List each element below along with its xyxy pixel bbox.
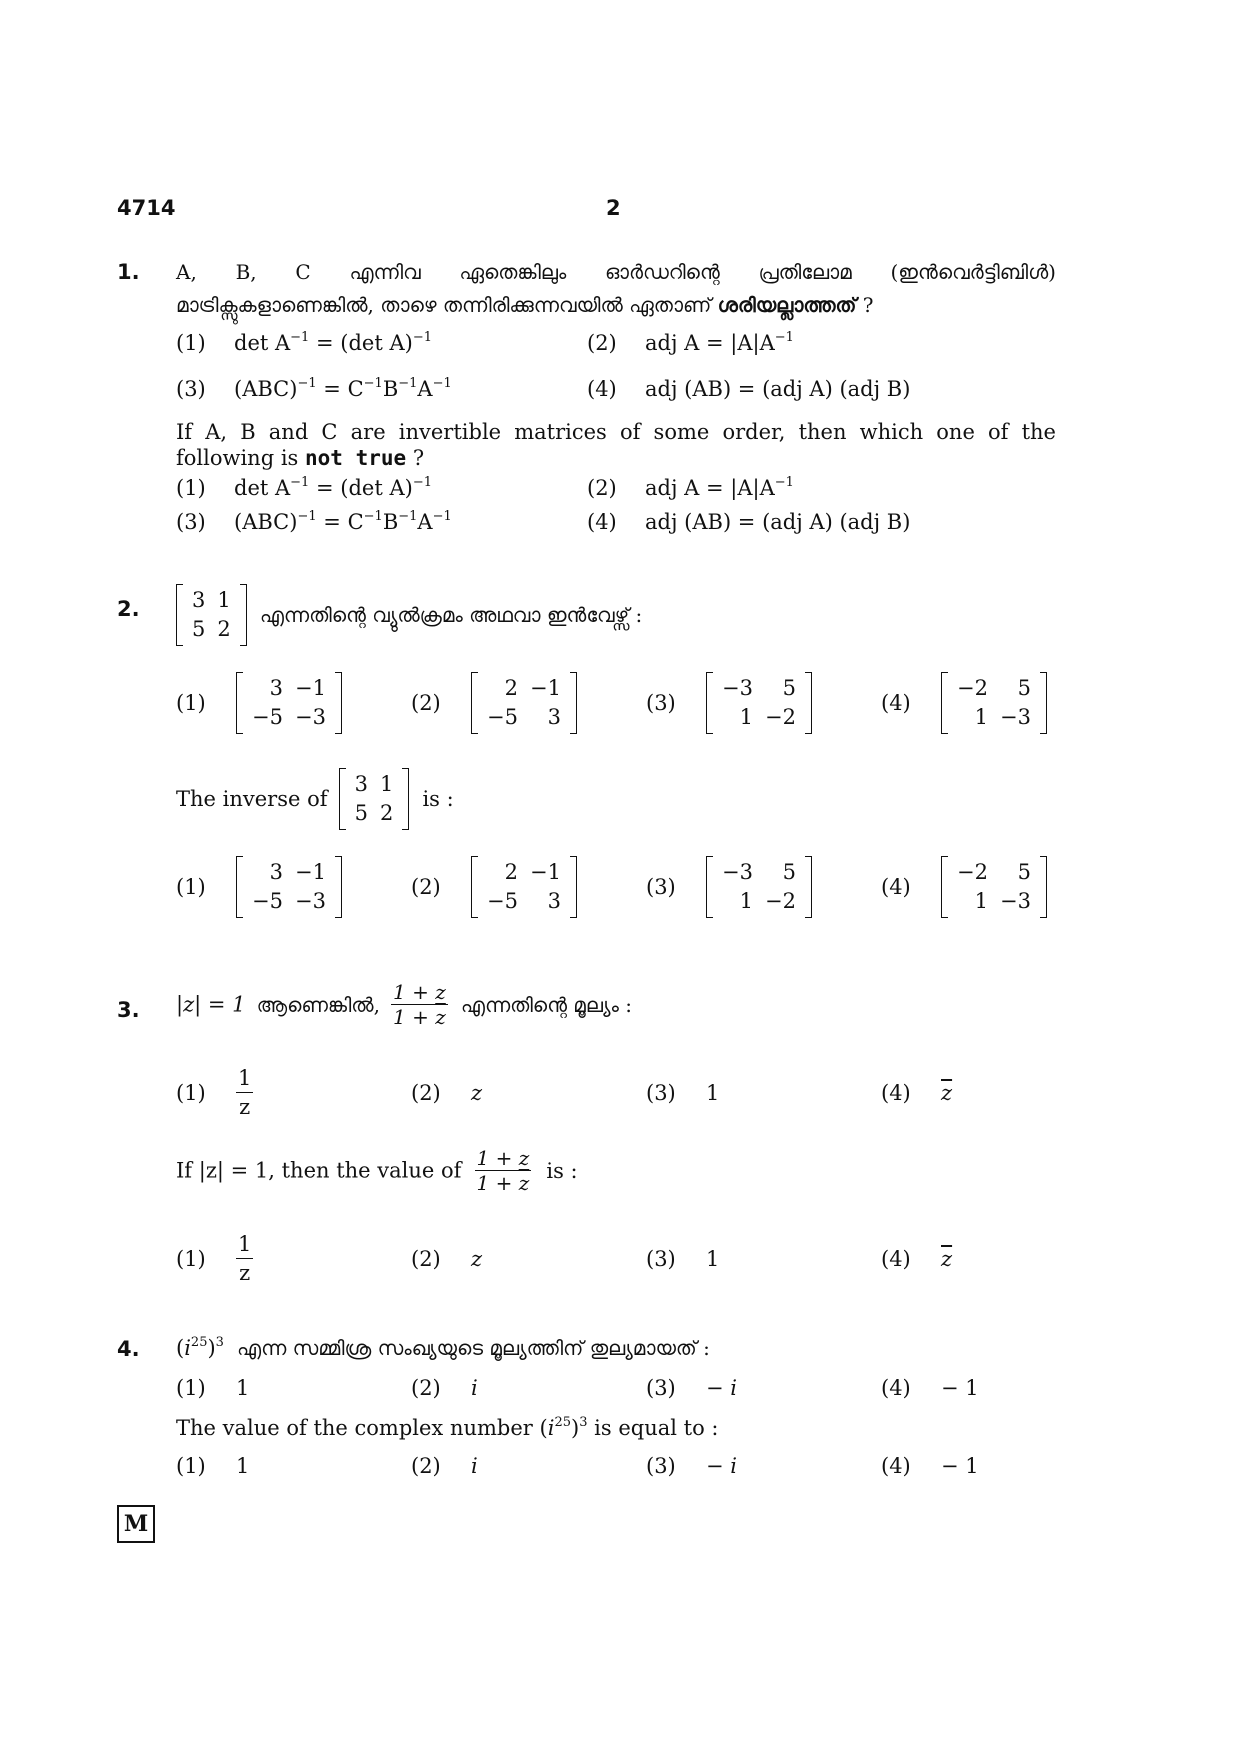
q2-en-option-2: (2) 2 −1 −5 3 <box>411 856 646 918</box>
q2-options-row <box>176 672 1056 734</box>
q1-ml-not-true: ശരിയല്ലാത്തത് <box>717 293 857 317</box>
q4-option-2: (2) i <box>411 1376 478 1400</box>
q4-option-1: (1) 1 <box>176 1376 250 1400</box>
q3-en-option-3: (3) 1 <box>646 1246 720 1271</box>
q4-en-expression: $(i^{25})^3$ <box>539 1415 588 1440</box>
q2-ml-text: എന്നതിന്റെ വ്യുൽക്രമം അഥവാ ഇൻവേഴ്സ് : <box>259 603 643 627</box>
q3-en-text-b: is : <box>546 1158 578 1183</box>
q4-en-text-b: is equal to : <box>594 1416 719 1440</box>
q2-english-stem <box>176 768 454 830</box>
q1-en-option-1: (1) $\det A^{-1} = (\det$ A)$^{-1}$ <box>176 475 432 500</box>
q3-option-1: (1) $\frac{1}{z}$ <box>176 1066 252 1119</box>
q2-en-text-b: is : <box>422 787 454 811</box>
q2-option-2: (2) 2 −1 −5 3 <box>411 672 646 734</box>
question-2-number: 2. <box>117 597 140 621</box>
question-1-number: 1. <box>117 260 140 284</box>
q3-ml-text-a: ആണെങ്കിൽ, <box>256 992 380 1017</box>
q3-option-3: (3) 1 <box>646 1080 720 1105</box>
q2-option-1: (1) 3 −1 −5 −3 <box>176 672 411 734</box>
q3-ml-text-b: എന്നതിന്റെ മൂല്യം : <box>460 992 632 1017</box>
q3-options-row <box>176 1064 1056 1121</box>
q1-malayalam-line2 <box>176 291 1056 319</box>
q3-fraction: $\frac{1 + z}{1 + \overline{z}}$ <box>393 980 446 1029</box>
q4-ml-text: എന്ന സമ്മിശ്ര സംഖ്യയുടെ മൂല്യത്തിന് തുല്യമായത് : <box>237 1336 710 1360</box>
q2-en-option-4: (4) −2 5 1 −3 <box>881 856 1056 918</box>
q2-en-matrix: 3 1 5 2 <box>339 768 410 830</box>
q3-option-2: (2) z <box>411 1080 483 1105</box>
q2-malayalam-stem <box>176 584 642 646</box>
q3-en-text-a: If |z| = 1, then the value of <box>176 1158 462 1183</box>
q3-english-stem <box>176 1146 578 1195</box>
question-3-number: 3. <box>117 998 140 1022</box>
q1-option-1: (1) $\det A^{-1} = (\det$ A)$^{-1}$ <box>176 330 432 355</box>
q1-malayalam-line1: A, B, C എന്നിവ ഏതെങ്കിലും ഓർഡറിന്റെ പ്രതിലോമ (ഇൻവെർട്ടിബിൾ) <box>176 260 1056 284</box>
q1-ml-text: മാട്രിക്സുകളാണെങ്കിൽ, താഴെ തന്നിരിക്കുന്നവയിൽ ഏതാണ് <box>176 293 712 317</box>
q1-option-3: (3) $(ABC)^{-1} = C^{-1}B^{-1}A^{-1}$ <box>176 376 452 401</box>
q3-option-4: (4) $\overline{z}$ <box>881 1080 953 1105</box>
page-number: 2 <box>606 196 621 220</box>
q3-en-option-2: (2) z <box>411 1246 483 1271</box>
q3-malayalam-stem <box>176 980 632 1029</box>
q1-en-not-true: not true <box>305 446 407 470</box>
q4-en-option-1: (1) 1 <box>176 1454 250 1478</box>
q1-option-4: (4) adj (AB) = (adj A) (adj B) <box>587 377 911 401</box>
q1-en-option-3: (3) $(ABC)^{-1} = C^{-1}B^{-1}A^{-1}$ <box>176 509 452 534</box>
q2-option-3: (3) −3 5 1 −2 <box>646 672 881 734</box>
q3-en-options-row <box>176 1230 1056 1287</box>
footer-mark-m: M <box>117 1505 155 1543</box>
q1-ml-qmark: ? <box>862 293 874 317</box>
q2-en-options-row <box>176 856 1056 918</box>
q4-english-stem <box>176 1414 718 1442</box>
q3-en-option-4: (4) $\overline{z}$ <box>881 1246 953 1271</box>
q1-english-line1: If A, B and C are invertible matrices of some order, then which one of the <box>176 420 1056 444</box>
q1-en-option-4: (4) adj (AB) = (adj A) (adj B) <box>587 510 911 534</box>
q2-matrix: 3 1 5 2 <box>176 584 247 646</box>
q4-option-4: (4) − 1 <box>881 1376 979 1400</box>
q3-condition: |z| = 1 <box>176 992 246 1017</box>
question-4-number: 4. <box>117 1337 140 1361</box>
q1-option-2: (2) adj $A = |A|A^{-1}$ <box>587 330 794 355</box>
q4-en-options-row <box>176 1454 1056 1478</box>
q4-en-text-a: The value of the complex number <box>176 1416 533 1440</box>
q4-en-option-2: (2) i <box>411 1454 478 1478</box>
q4-options-row <box>176 1376 1056 1400</box>
q4-malayalam-stem <box>176 1334 710 1362</box>
q2-en-text-a: The inverse of <box>176 787 328 811</box>
q4-en-option-4: (4) − 1 <box>881 1454 979 1478</box>
q1-en-qmark: ? <box>412 446 425 470</box>
q3-en-option-1: (1) $\frac{1}{z}$ <box>176 1232 252 1285</box>
q4-expression: $(i^{25})^3$ <box>176 1335 224 1360</box>
q1-english-line2 <box>176 444 424 472</box>
paper-code: 4714 <box>117 196 176 220</box>
q2-en-option-3: (3) −3 5 1 −2 <box>646 856 881 918</box>
q4-option-3: (3) − i <box>646 1376 737 1400</box>
q2-en-option-1: (1) 3 −1 −5 −3 <box>176 856 411 918</box>
q3-en-fraction: $\frac{1 + z}{1 + \overline{z}}$ <box>476 1146 530 1195</box>
q1-en-option-2: (2) adj $A = |A|A^{-1}$ <box>587 475 794 500</box>
q1-en-text: following is <box>176 446 299 470</box>
q4-en-option-3: (3) − i <box>646 1454 737 1478</box>
q2-option-4: (4) −2 5 1 −3 <box>881 672 1056 734</box>
